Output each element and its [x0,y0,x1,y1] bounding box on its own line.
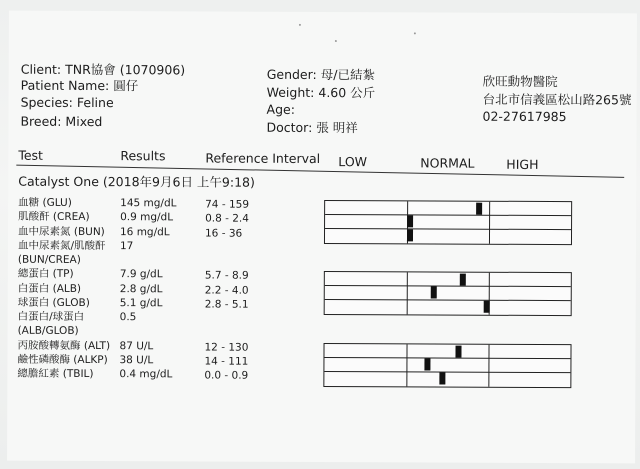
col-test: Test [18,147,44,163]
gauge-row-divider [325,299,571,301]
gauge-normal-high-divider [488,345,489,387]
gauge-marker [424,358,430,370]
row-result: 38 U/L [119,354,154,367]
doctor-value: 張 明祥 [316,119,358,136]
clinic-address: 台北市信義區松山路265號 [482,91,632,108]
row-ref: 74 - 159 [205,198,250,211]
row-result: 2.8 g/dL [119,283,163,296]
row-test: 血中尿素氮 (BUN) [17,225,105,239]
row-result: 87 U/L [119,340,154,353]
gauge-group-3 [323,343,571,388]
row-ref: 16 - 36 [204,227,243,240]
row-test: 白蛋白 (ALB) [17,282,82,295]
row-test: 血中尿素氮/肌酸酐 [17,239,106,253]
row-test: 血糖 (GLU) [18,196,72,209]
row-result: 0.5 [119,311,137,324]
row-test: 總蛋白 (TP) [17,267,74,280]
row-test: 丙胺酸轉氨酶 (ALT) [17,339,111,353]
doctor-label: Doctor: [266,119,313,135]
col-normal: NORMAL [420,155,475,171]
weight-line [267,86,376,100]
row-test: 總膽紅素 (TBIL) [17,367,94,381]
breed-value: Mixed [65,113,103,130]
gauge-marker [476,203,482,215]
gauge-group-1 [324,200,572,245]
weight-label: Weight: [266,84,315,100]
paper-speck [299,24,301,26]
patient-label: Patient Name: [20,77,110,94]
row-test: 鹼性磷酸酶 (ALKP) [17,353,108,367]
weight-value: 4.60 公斤 [318,84,376,101]
breed-label: Breed: [20,113,62,129]
gender-value: 母/已結紮 [320,66,376,83]
row-result: 5.1 g/dL [119,297,163,310]
row-result: 0.9 mg/dL [120,211,174,224]
row-ref: 2.8 - 5.1 [204,298,249,311]
gender-line [267,68,375,82]
client-line [21,63,186,78]
client-value: TNR協會 (1070906) [65,61,186,78]
row-result: 7.9 g/dL [119,268,163,281]
gauge-row-divider [324,371,570,373]
patient-line [21,79,139,94]
species-label: Species: [20,94,73,110]
row-ref: 0.0 - 0.9 [204,369,249,382]
paper-speck [335,40,337,42]
col-low: LOW [338,154,368,170]
gauge-row-divider [325,285,571,287]
species-value: Feline [76,94,114,111]
gauge-marker [431,286,437,298]
col-reference: Reference Interval [205,150,321,166]
clinic-name: 欣旺動物醫院 [482,73,558,90]
col-high: HIGH [506,156,539,172]
age-line [267,103,295,117]
age-label: Age: [266,101,295,117]
row-result: 145 mg/dL [120,197,177,210]
gauge-group-2 [324,271,572,316]
gauge-marker [460,274,466,286]
section-title: Catalyst One (2018年9月6日 上午9:18) [18,173,255,190]
row-ref: 12 - 130 [204,341,249,354]
row-ref: 2.2 - 4.0 [204,284,249,297]
client-label: Client: [20,61,62,77]
col-results: Results [120,148,166,164]
gauge-row-divider [324,357,570,359]
row-ref: 0.8 - 2.4 [205,212,249,225]
row-test: 球蛋白 (GLOB) [17,296,90,309]
gauge-marker [439,373,445,385]
lab-report-page [7,11,637,464]
row-result: 17 [119,240,134,253]
row-test: (BUN/CREA) [17,253,81,266]
row-ref: 5.7 - 8.9 [204,269,249,282]
species-line [21,96,114,110]
row-test: 肌酸酐 (CREA) [18,210,90,223]
row-test: 白蛋白/球蛋白 [17,310,85,323]
patient-value: 圓仔 [113,78,139,94]
gauge-marker [407,229,413,241]
gauge-marker [484,301,490,313]
gauge-low-normal-divider [406,344,407,386]
gauge-row-divider [325,214,571,216]
gauge-row-divider [325,228,571,230]
row-ref: 14 - 111 [204,355,249,368]
paper-speck [414,32,416,34]
gauge-low-normal-divider [407,272,408,314]
gauge-marker [407,215,413,227]
gauge-normal-high-divider [489,202,490,244]
row-test: (ALB/GLOB) [17,324,79,337]
row-result: 0.4 mg/dL [119,368,173,381]
breed-line [20,115,102,129]
clinic-phone: 02-27617985 [482,108,567,125]
row-result: 16 mg/dL [119,226,170,239]
doctor-line [266,121,357,135]
gauge-marker [456,346,462,358]
gender-label: Gender: [266,66,317,82]
